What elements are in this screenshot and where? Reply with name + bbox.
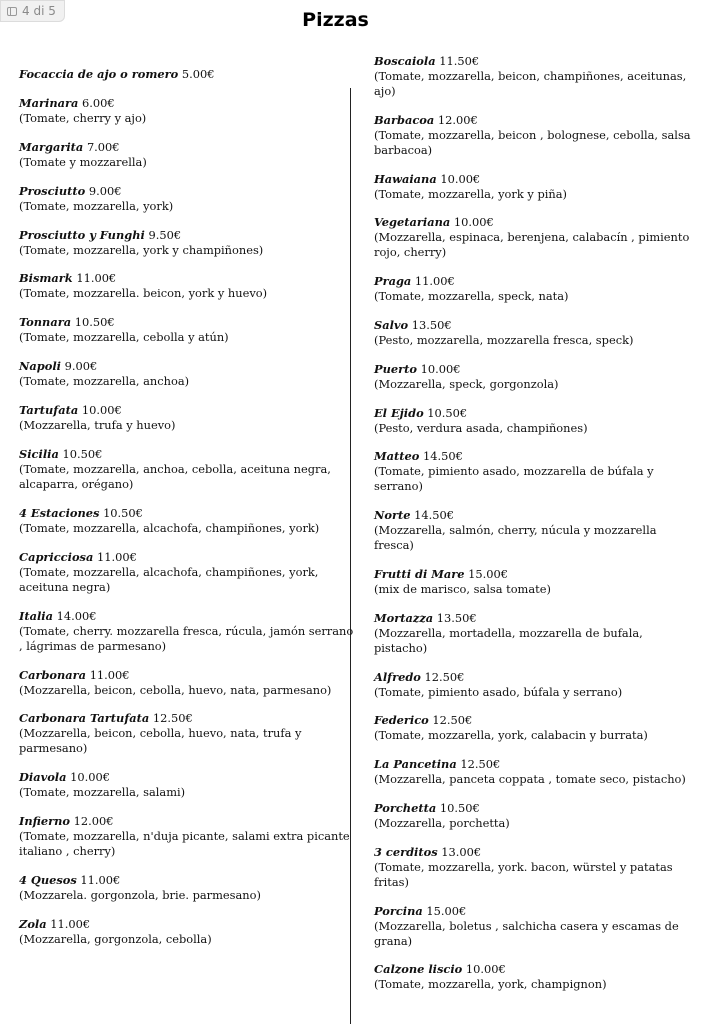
menu-item-name: 3 cerditos [374, 844, 438, 859]
menu-item-name: Boscaiola [374, 54, 436, 68]
menu-item-name: Tartufata [19, 403, 79, 418]
menu-item-name: Bismark [19, 271, 73, 286]
menu-item-description: (Mozzarella, porchetta) [374, 815, 510, 830]
menu-item-description: (Mozzarella, espinaca, berenjena, calabacín , pimiento rojo, cherry) [374, 230, 690, 260]
menu-item-price: 10.50€ [439, 800, 480, 815]
menu-item [19, 359, 359, 389]
menu-item-description: (Tomate, mozzarella, alcachofa, champiñones, york) [19, 520, 320, 535]
menu-item [19, 96, 359, 126]
menu-item-price: 11.00€ [89, 667, 130, 682]
menu-column-right [374, 54, 699, 1006]
menu-item-name: Puerto [374, 361, 417, 376]
menu-item-price: 12.50€ [460, 757, 501, 772]
menu-item-name: Marinara [19, 95, 79, 110]
menu-item-name: Carbonara [19, 667, 87, 682]
menu-item [19, 711, 359, 756]
menu-item-price: 13.50€ [436, 610, 477, 625]
menu-item-description: (Tomate, mozzarella, york y champiñones) [19, 242, 264, 257]
menu-item [374, 567, 699, 597]
menu-item-description: (Mozzarella, beicon, cebolla, huevo, nata, trufa y parmesano) [19, 726, 302, 756]
menu-item [374, 54, 699, 99]
menu-item-price: 11.00€ [414, 274, 455, 289]
menu-item-description: (Tomate, mozzarella, york, calabacin y burrata) [374, 728, 648, 743]
menu-item [19, 873, 359, 903]
menu-item [374, 801, 699, 831]
menu-item-name: Barbacoa [374, 112, 435, 127]
menu-item-price: 13.00€ [441, 844, 482, 859]
menu-item [19, 609, 359, 654]
menu-item-name: Tonnara [19, 315, 72, 330]
menu-item-price: 15.00€ [468, 566, 508, 581]
menu-item [19, 67, 359, 82]
menu-item [374, 406, 699, 436]
menu-item-name: Napoli [19, 359, 62, 374]
menu-item-price: 9.50€ [148, 227, 182, 242]
menu-item-price: 10.00€ [465, 962, 506, 977]
menu-item-description: (Tomate y mozzarella) [19, 154, 147, 169]
menu-item-description: (Tomate, pimiento asado, búfala y serrano) [374, 684, 623, 699]
menu-item-price: 11.00€ [76, 271, 117, 286]
menu-item [19, 315, 359, 345]
menu-item-price: 12.00€ [73, 814, 114, 829]
menu-item-price: 10.00€ [81, 403, 122, 418]
menu-item [19, 506, 359, 536]
menu-item-description: (Mozzarela. gorgonzola, brie. parmesano) [19, 888, 261, 903]
menu-item-price: 13.50€ [411, 317, 452, 332]
menu-item-description: (Tomate, mozzarella, n'duja picante, salami extra picante italiano , cherry) [19, 829, 350, 859]
menu-item-price: 12.50€ [432, 713, 473, 728]
menu-column-left [19, 67, 359, 961]
menu-item-price: 9.00€ [88, 183, 122, 198]
menu-item [374, 215, 699, 260]
menu-item-description: (Mozzarella, boletus , salchicha casera y escamas de grana) [374, 918, 679, 948]
menu-item-name: Focaccia de ajo o romero [19, 67, 179, 81]
menu-item-price: 9.00€ [64, 359, 98, 374]
menu-item-description: (Tomate, mozzarella, beicon, champiñones, aceitunas, ajo) [374, 69, 687, 98]
menu-item-price: 11.00€ [96, 549, 137, 564]
menu-item-description: (Pesto, mozzarella, mozzarella fresca, speck) [374, 332, 634, 347]
menu-item-price: 12.50€ [424, 669, 465, 684]
menu-item-name: Praga [374, 274, 412, 289]
menu-item-description: (Tomate, mozzarella, york. bacon, würstel y patatas fritas) [374, 859, 673, 889]
menu-item-price: 14.00€ [56, 608, 97, 623]
menu-item [19, 668, 359, 698]
menu-item-price: 10.50€ [427, 405, 468, 420]
menu-item [19, 447, 359, 492]
menu-item-description: (Pesto, verdura asada, champiñones) [374, 420, 588, 435]
menu-item-description: (Tomate, mozzarella, speck, nata) [374, 289, 569, 304]
menu-item [374, 362, 699, 392]
menu-item [374, 845, 699, 890]
menu-item [374, 670, 699, 700]
menu-item-price: 5.00€ [181, 67, 215, 81]
menu-item [19, 271, 359, 301]
menu-item-price: 10.00€ [453, 215, 494, 230]
menu-item-description: (Mozzarella, trufa y huevo) [19, 418, 176, 433]
menu-item-description: (Tomate, mozzarella, cebolla y atún) [19, 330, 229, 345]
menu-item-name: Porcina [374, 903, 423, 918]
menu-item-description: (Mozzarella, speck, gorgonzola) [374, 376, 559, 391]
menu-item [374, 757, 699, 787]
menu-item-name: Diavola [19, 770, 67, 785]
menu-item-name: Sicilia [19, 447, 59, 462]
menu-item-description: (Tomate, cherry y ajo) [19, 110, 147, 125]
menu-item-description: (Tomate, mozzarella, york, champignon) [374, 977, 607, 992]
menu-item-name: 4 Quesos [19, 873, 77, 888]
menu-item [19, 228, 359, 258]
menu-item-name: Infierno [19, 814, 71, 829]
menu-item-name: Frutti di Mare [374, 566, 465, 581]
menu-item [374, 449, 699, 494]
menu-item-price: 15.00€ [426, 903, 467, 918]
menu-item-description: (Tomate, mozzarella, beicon , bolognese, cebolla, salsa barbacoa) [374, 127, 691, 157]
menu-item-name: Alfredo [374, 669, 421, 684]
menu-item-name: Zola [19, 917, 47, 932]
menu-item [19, 140, 359, 170]
menu-item-price: 11.00€ [80, 873, 121, 888]
menu-item-price: 10.00€ [70, 770, 110, 785]
menu-item-description: (Mozzarella, gorgonzola, cebolla) [19, 932, 212, 947]
page-indicator-label: 4 di 5 [22, 4, 56, 18]
menu-item-name: Calzone liscio [374, 962, 463, 977]
menu-item-description: (mix de marisco, salsa tomate) [374, 581, 551, 596]
menu-item-price: 14.50€ [414, 508, 455, 523]
menu-item-description: (Mozzarella, mortadella, mozzarella de bufala, pistacho) [374, 625, 643, 655]
menu-item-name: Prosciutto y Funghi [19, 227, 145, 242]
menu-item-description: (Tomate, mozzarella. beicon, york y huevo) [19, 286, 268, 301]
menu-item [19, 403, 359, 433]
menu-item [374, 508, 699, 553]
menu-item-name: Margarita [19, 139, 84, 154]
menu-item-price: 7.00€ [86, 139, 120, 154]
menu-item-description: (Tomate, mozzarella, anchoa, cebolla, aceituna negra, alcaparra, orégano) [19, 462, 331, 492]
menu-item-name: Vegetariana [374, 215, 451, 230]
menu-item-price: 10.00€ [440, 171, 481, 186]
menu-item [374, 172, 699, 202]
menu-item-name: Capricciosa [19, 549, 94, 564]
menu-item-price: 10.50€ [62, 447, 103, 462]
menu-item-name: 4 Estaciones [19, 505, 100, 520]
menu-item [19, 184, 359, 214]
menu-item [374, 904, 699, 949]
menu-item-price: 10.50€ [103, 505, 143, 520]
menu-item-description: (Tomate, mozzarella, alcachofa, champiñones, york, aceituna negra) [19, 564, 319, 594]
menu-item-description: (Tomate, mozzarella, salami) [19, 785, 186, 800]
menu-item-price: 11.00€ [50, 917, 91, 932]
menu-item [374, 113, 699, 158]
menu-item-name: Carbonara Tartufata [19, 711, 150, 726]
menu-item [374, 318, 699, 348]
menu-item [374, 274, 699, 304]
menu-item-name: La Pancetina [374, 757, 457, 772]
menu-item-description: (Tomate, mozzarella, york y piña) [374, 186, 567, 201]
menu-item-price: 11.50€ [439, 54, 480, 68]
menu-item-description: (Mozzarella, salmón, cherry, núcula y mozzarella fresca) [374, 523, 657, 553]
menu-item-name: Mortazza [374, 610, 434, 625]
menu-item [374, 713, 699, 743]
menu-item [374, 611, 699, 656]
menu-item-description: (Tomate, mozzarella, york) [19, 198, 174, 213]
menu-item-name: El Ejido [374, 405, 424, 420]
menu-item [19, 917, 359, 947]
menu-item-description: (Tomate, cherry. mozzarella fresca, rúcula, jamón serrano , lágrimas de parmesano) [19, 623, 354, 653]
menu-item-name: Hawaiana [374, 171, 437, 186]
menu-item-description: (Tomate, pimiento asado, mozzarella de búfala y serrano) [374, 464, 654, 494]
menu-item [19, 814, 359, 859]
menu-item [374, 962, 699, 992]
menu-item [19, 770, 359, 800]
menu-item-name: Federico [374, 713, 429, 728]
menu-item-name: Prosciutto [19, 183, 86, 198]
menu-item-name: Norte [374, 508, 411, 523]
menu-item [19, 550, 359, 595]
menu-item-description: (Mozzarella, beicon, cebolla, huevo, nata, parmesano) [19, 682, 332, 697]
menu-item-price: 6.00€ [82, 95, 115, 110]
menu-item-price: 12.00€ [437, 112, 478, 127]
menu-item-name: Salvo [374, 317, 409, 332]
menu-item-name: Porchetta [374, 800, 437, 815]
menu-item-description: (Mozzarella, panceta coppata , tomate seco, pistacho) [374, 772, 686, 787]
menu-item-name: Matteo [374, 449, 420, 464]
menu-item-description: (Tomate, mozzarella, anchoa) [19, 374, 190, 389]
menu-item-price: 10.50€ [74, 315, 115, 330]
menu-item-price: 10.00€ [420, 361, 461, 376]
menu-item-price: 12.50€ [152, 711, 193, 726]
menu-item-name: Italia [19, 608, 54, 623]
menu-item-price: 14.50€ [422, 449, 463, 464]
page-title: Pizzas [302, 9, 369, 31]
